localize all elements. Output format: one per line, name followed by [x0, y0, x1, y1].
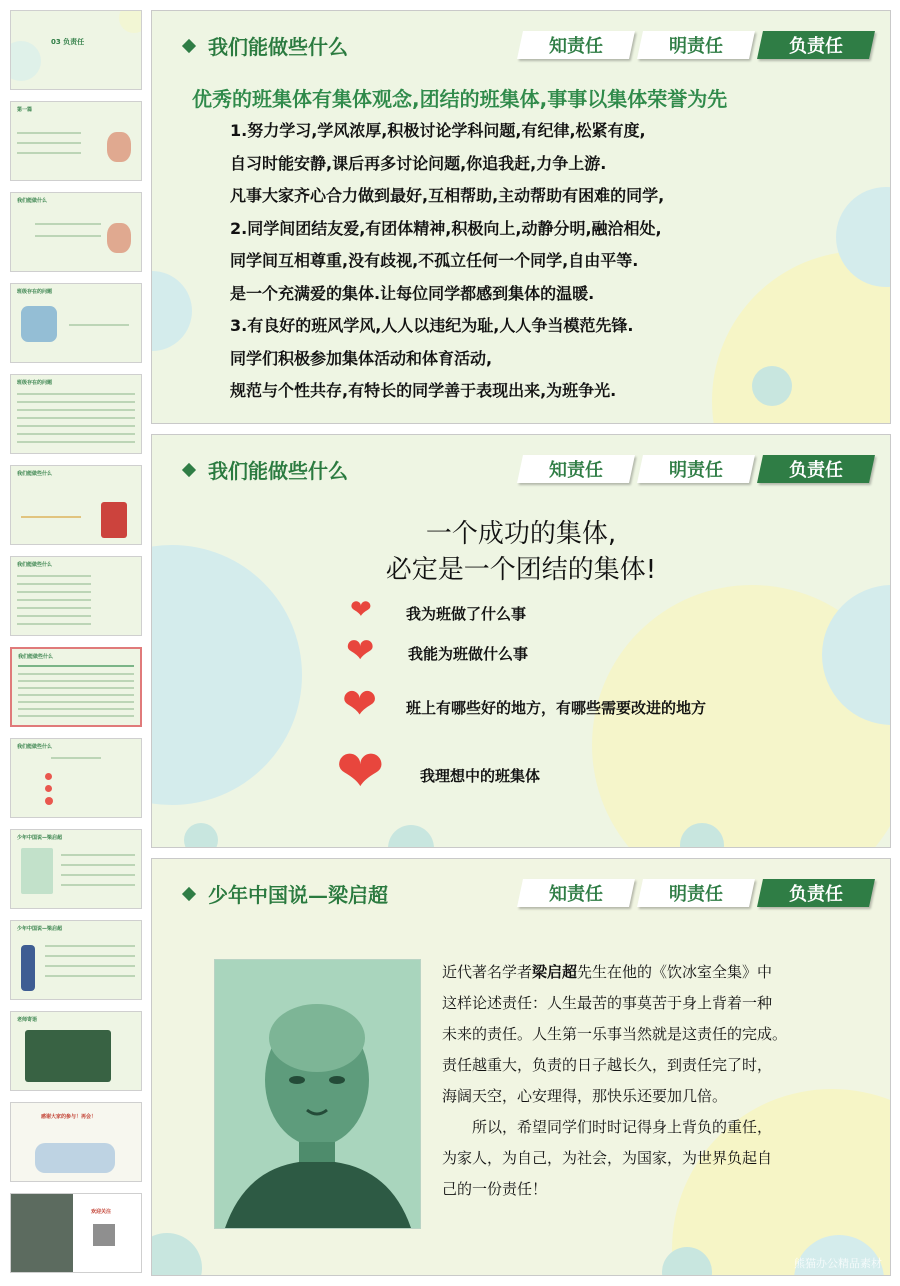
thumb-title: 少年中国说—梁启超 [17, 835, 63, 841]
slide-thumbnail-4[interactable] [10, 283, 142, 363]
tab-fu[interactable]: 负责任 [757, 879, 875, 907]
body-line: 是一个充满爱的集体.让每位同学都感到集体的温暖. [230, 283, 595, 303]
body-line: 3.有良好的班风学风,人人以违纪为耻,人人争当模范先锋. [230, 316, 634, 335]
slide-thumbnail-10[interactable] [10, 829, 142, 909]
slogan-line-2: 必定是一个团结的集体! [385, 555, 657, 585]
slide-thumbnail-9[interactable] [10, 738, 142, 818]
section-tabs [512, 31, 872, 59]
thumb-title: 03 负责任 [51, 38, 85, 46]
slide-thumbnail-panel [0, 0, 148, 1286]
slide-header [184, 455, 348, 484]
heart-icon: ❤ [350, 595, 372, 625]
body-line: 规范与个性共存,有特长的同学善于表现出来,为班争光. [230, 381, 617, 400]
thumb-title: 我们能做些什么 [17, 471, 53, 477]
tab-zhi[interactable]: 知责任 [517, 31, 635, 59]
slide-thumbnail-13[interactable] [10, 1102, 142, 1182]
author-name: 梁启超 [532, 963, 578, 981]
slide-thumbnail-7[interactable] [10, 556, 142, 636]
slide-thumbnail-3[interactable] [10, 192, 142, 272]
tab-fu[interactable]: 负责任 [757, 31, 875, 59]
slide-group-values [151, 10, 891, 424]
watermark-text: 熊猫办公精品素材 [794, 1257, 882, 1270]
prompt-item: 我理想中的班集体 [420, 767, 541, 785]
quote-line: 海阔天空，心安理得，那快乐还要加几倍。 [442, 1087, 728, 1105]
body-text [230, 115, 664, 408]
thumb-title: 老师寄语 [17, 1017, 38, 1023]
section-tabs [512, 879, 872, 907]
tab-zhi[interactable]: 知责任 [517, 455, 635, 483]
thumb-title: 少年中国说—梁启超 [17, 926, 63, 932]
quote-line: 己的一份责任！ [442, 1180, 548, 1198]
portrait-photo [214, 959, 421, 1229]
quote-line: 未来的责任。人生第一乐事当然就是这责任的完成。 [442, 1025, 788, 1043]
slogan-line-1: 一个成功的集体, [425, 519, 617, 549]
prompt-item: 班上有哪些好的地方，有哪些需要改进的地方 [406, 699, 707, 717]
body-line: 凡事大家齐心合力做到最好,互相帮助,主动帮助有困难的同学, [230, 186, 665, 205]
quote-line: 为家人，为自己，为社会，为国家，为世界负起自 [442, 1149, 773, 1167]
thumb-title: 班级存在的问题 [17, 289, 53, 295]
tab-ming[interactable]: 明责任 [637, 879, 755, 907]
body-line: 同学间互相尊重,没有歧视,不孤立任何一个同学,自由平等. [230, 251, 639, 270]
thumb-title: 欢迎关注 [91, 1209, 112, 1215]
thumb-title: 我们能做些什么 [17, 562, 53, 568]
quote-line: 所以，希望同学们时时记得身上背负的重任， [442, 1118, 773, 1136]
diamond-icon [182, 462, 196, 476]
section-tabs [512, 455, 872, 483]
slide-header [184, 879, 388, 908]
slide-title: 我们能做些什么 [208, 35, 348, 59]
diamond-icon [182, 886, 196, 900]
slide-headline: 优秀的班集体有集体观念,团结的班集体,事事以集体荣誉为先 [192, 87, 728, 111]
body-line: 1.努力学习,学风浓厚,积极讨论学科问题,有纪律,松紧有度, [230, 121, 646, 140]
slide-thumbnail-5[interactable] [10, 374, 142, 454]
quote-text [442, 957, 872, 1205]
quote-line: 近代著名学者梁启超先生在他的《饮冰室全集》中 [442, 963, 773, 981]
slide-thumbnail-11[interactable] [10, 920, 142, 1000]
heart-icon: ❤ [342, 679, 378, 728]
slide-thumbnail-6[interactable] [10, 465, 142, 545]
slide-thumbnail-2[interactable] [10, 101, 142, 181]
quote-line: 这样论述责任：人生最苦的事莫苦于身上背着一种 [442, 994, 773, 1012]
slide-thumbnail-14[interactable] [10, 1193, 142, 1273]
prompt-item: 我为班做了什么事 [406, 605, 527, 623]
body-line: 自习时能安静,课后再多讨论问题,你追我赶,力争上游. [230, 153, 607, 173]
thumb-title: 感谢大家的参与！再会！ [41, 1114, 97, 1120]
tab-ming[interactable]: 明责任 [637, 31, 755, 59]
thumb-title: 我们能做些什么 [17, 744, 53, 750]
portrait-illustration [215, 960, 420, 1228]
body-line: 2.同学间团结友爱,有团体精神,积极向上,动静分明,融洽相处, [230, 218, 662, 238]
tab-fu[interactable]: 负责任 [757, 455, 875, 483]
slide-header [184, 31, 348, 60]
prompt-item: 我能为班做什么事 [408, 645, 529, 663]
thumb-title: 第一篇 [17, 107, 33, 113]
slide-thumbnail-8-active[interactable] [10, 647, 142, 727]
slide-title: 我们能做些什么 [208, 459, 348, 483]
thumb-title: 班级存在的问题 [17, 380, 53, 386]
quote-line: 责任越重大，负责的日子越长久，到责任完了时， [442, 1056, 773, 1074]
heart-icon: ❤ [346, 631, 375, 671]
heart-icon: ❤ [336, 737, 385, 805]
slide-thumbnail-12[interactable] [10, 1011, 142, 1091]
slide-liang-qichao [151, 858, 891, 1276]
body-line: 同学们积极参加集体活动和体育活动, [230, 348, 493, 368]
thumb-title: 我们能做些什么 [18, 654, 54, 660]
tab-zhi[interactable]: 知责任 [517, 879, 635, 907]
slide-united-class [151, 434, 891, 848]
slide-thumbnail-1[interactable] [10, 10, 142, 90]
tab-ming[interactable]: 明责任 [637, 455, 755, 483]
thumb-title: 我们能做什么 [17, 198, 48, 204]
diamond-icon [182, 38, 196, 52]
slide-title: 少年中国说—梁启超 [208, 883, 388, 907]
